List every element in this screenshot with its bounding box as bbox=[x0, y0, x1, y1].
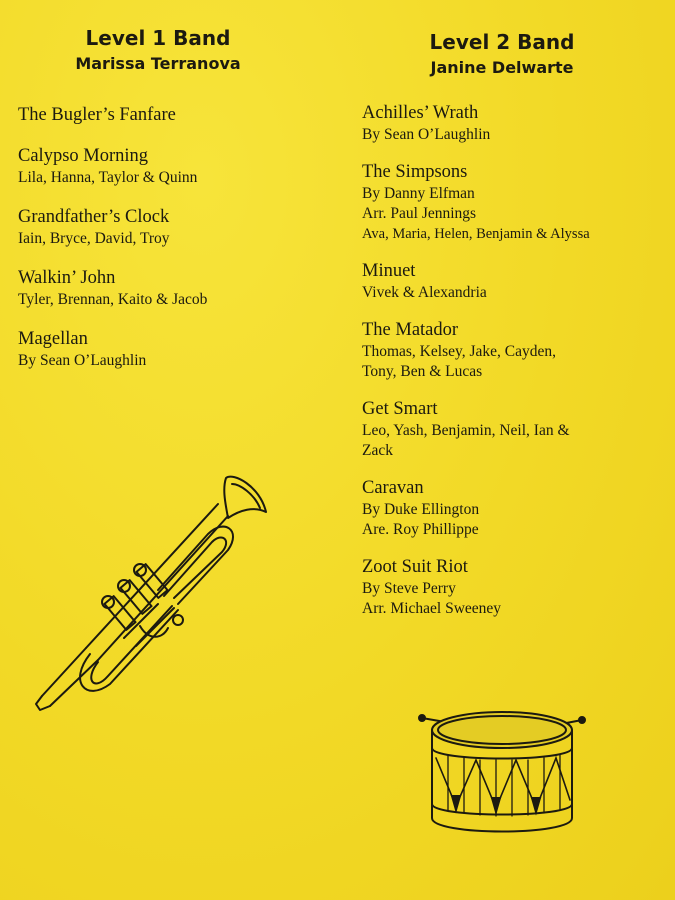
piece-title: Achilles’ Wrath bbox=[362, 103, 479, 123]
piece-title: The Bugler’s Fanfare bbox=[18, 105, 176, 125]
piece-performers: Tyler, Brennan, Kaito & Jacob bbox=[18, 291, 208, 308]
level-1-program-list bbox=[18, 104, 207, 389]
piece-performers: Thomas, Kelsey, Jake, Cayden, bbox=[362, 343, 556, 360]
piece-composer: By Sean O’Laughlin bbox=[362, 126, 491, 143]
piece-title: Grandfather’s Clock bbox=[18, 207, 170, 227]
piece-composer: By Duke Ellington bbox=[362, 501, 480, 518]
piece-performers: Lila, Hanna, Taylor & Quinn bbox=[18, 169, 198, 186]
piece-arranger: Arr. Michael Sweeney bbox=[362, 600, 502, 617]
piece-title: Calypso Morning bbox=[18, 146, 149, 166]
program-item bbox=[362, 260, 590, 303]
piece-arranger: Are. Roy Phillippe bbox=[362, 521, 479, 538]
level-1-header bbox=[38, 26, 278, 73]
piece-performers: Iain, Bryce, David, Troy bbox=[18, 230, 170, 247]
piece-title: Walkin’ John bbox=[18, 268, 116, 288]
program-item bbox=[362, 161, 590, 244]
piece-title: Minuet bbox=[362, 261, 416, 281]
program-item bbox=[18, 267, 207, 310]
piece-title: Caravan bbox=[362, 478, 424, 498]
piece-composer: By Steve Perry bbox=[362, 580, 456, 597]
piece-title: Magellan bbox=[18, 329, 88, 349]
program-item bbox=[362, 319, 590, 382]
program-item bbox=[362, 398, 590, 461]
piece-composer: By Sean O’Laughlin bbox=[18, 352, 147, 369]
level-2-director: Janine Delwarte bbox=[430, 58, 574, 77]
level-2-program-list bbox=[362, 102, 590, 635]
program-item bbox=[18, 206, 207, 249]
piece-performers: Vivek & Alexandria bbox=[362, 284, 487, 301]
program-item bbox=[18, 104, 207, 127]
program-item bbox=[18, 328, 207, 371]
trumpet-icon bbox=[28, 470, 278, 720]
level-1-title: Level 1 Band bbox=[85, 26, 231, 50]
piece-performers-cont: Zack bbox=[362, 442, 393, 459]
piece-arranger: Arr. Paul Jennings bbox=[362, 205, 477, 222]
piece-composer: By Danny Elfman bbox=[362, 185, 475, 202]
snare-drum-icon bbox=[418, 700, 586, 845]
level-1-director: Marissa Terranova bbox=[75, 54, 241, 73]
program-item bbox=[362, 556, 590, 619]
piece-title: The Matador bbox=[362, 320, 459, 340]
level-2-title: Level 2 Band bbox=[429, 30, 575, 54]
piece-title: The Simpsons bbox=[362, 162, 468, 182]
piece-performers: Ava, Maria, Helen, Benjamin & Alyssa bbox=[362, 226, 590, 242]
program-item bbox=[362, 477, 590, 540]
piece-performers-cont: Tony, Ben & Lucas bbox=[362, 363, 483, 380]
piece-title: Get Smart bbox=[362, 399, 438, 419]
program-item bbox=[362, 102, 590, 145]
level-2-header bbox=[402, 30, 602, 77]
piece-performers: Leo, Yash, Benjamin, Neil, Ian & bbox=[362, 422, 570, 439]
program-item bbox=[18, 145, 207, 188]
piece-title: Zoot Suit Riot bbox=[362, 557, 468, 577]
